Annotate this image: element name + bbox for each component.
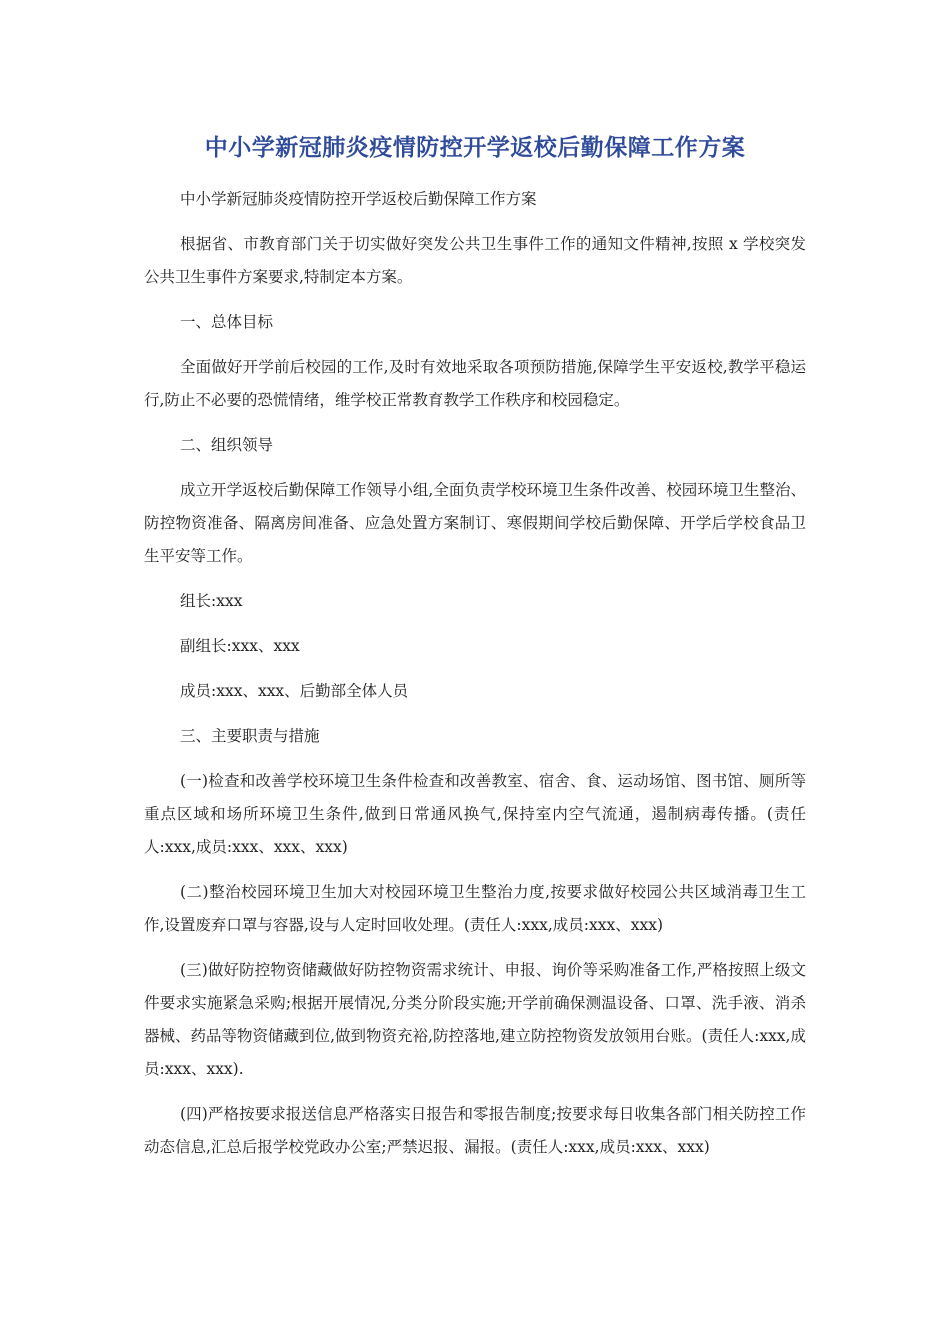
document-body — [144, 183, 806, 1176]
section-heading-leadership: 二、组织领导 — [180, 436, 274, 454]
duty-item-4: (四)严格按要求报送信息严格落实日报告和零报告制度;按要求每日收集各部门相关防控工作动态信息,汇总后报学校党政办公室;严禁迟报、漏报。(责任人:xxx,成员:xxx、xxx) — [144, 1105, 806, 1156]
duty-item-1: (一)检查和改善学校环境卫生条件检查和改善教室、宿舍、食、运动场馆、图书馆、厕所等重点区域和场所环境卫生条件,做到日常通风换气,保持室内空气流通，遏制病毒传播。(责任人:xxx,成员:xxx、xxx、xxx) — [144, 772, 806, 856]
leadership-paragraph: 成立开学返校后勤保障工作领导小组,全面负责学校环境卫生条件改善、校园环境卫生整治、防控物资准备、隔离房间准备、应急处置方案制订、寒假期间学校后勤保障、开学后学校食品卫生平安等工作。 — [144, 481, 806, 565]
team-leader: 组长:xxx — [180, 592, 243, 610]
intro-paragraph: 根据省、市教育部门关于切实做好突发公共卫生事件工作的通知文件精神,按照 x 学校突发公共卫生事件方案要求,特制定本方案。 — [144, 235, 806, 286]
goals-paragraph: 全面做好开学前后校园的工作,及时有效地采取各项预防措施,保障学生平安返校,教学平稳运行,防止不必要的恐慌情绪，维学校正常教育教学工作秩序和校园稳定。 — [144, 358, 806, 409]
subtitle-paragraph: 中小学新冠肺炎疫情防控开学返校后勤保障工作方案 — [180, 190, 537, 208]
team-deputy-leader: 副组长:xxx、xxx — [180, 637, 300, 655]
section-heading-duties: 三、主要职责与措施 — [180, 727, 320, 745]
section-heading-goals: 一、总体目标 — [180, 313, 274, 331]
duty-item-2: (二)整治校园环境卫生加大对校园环境卫生整治力度,按要求做好校园公共区域消毒卫生工作,设置废弃口罩与容器,设与人定时回收处理。(责任人:xxx,成员:xxx、xxx) — [144, 883, 806, 934]
document-title: 中小学新冠肺炎疫情防控开学返校后勤保障工作方案 — [204, 135, 746, 161]
team-members: 成员:xxx、xxx、后勤部全体人员 — [180, 682, 409, 700]
duty-item-3: (三)做好防控物资储藏做好防控物资需求统计、申报、询价等采购准备工作,严格按照上级文件要求实施紧急采购;根据开展情况,分类分阶段实施;开学前确保测温设备、口罩、洗手液、消杀器械、药品等物资储藏到位,做到物资充裕,防控落地,建立防控物资发放领用台账。(责任人:xxx,成员:xxx、xxx). — [144, 961, 806, 1078]
